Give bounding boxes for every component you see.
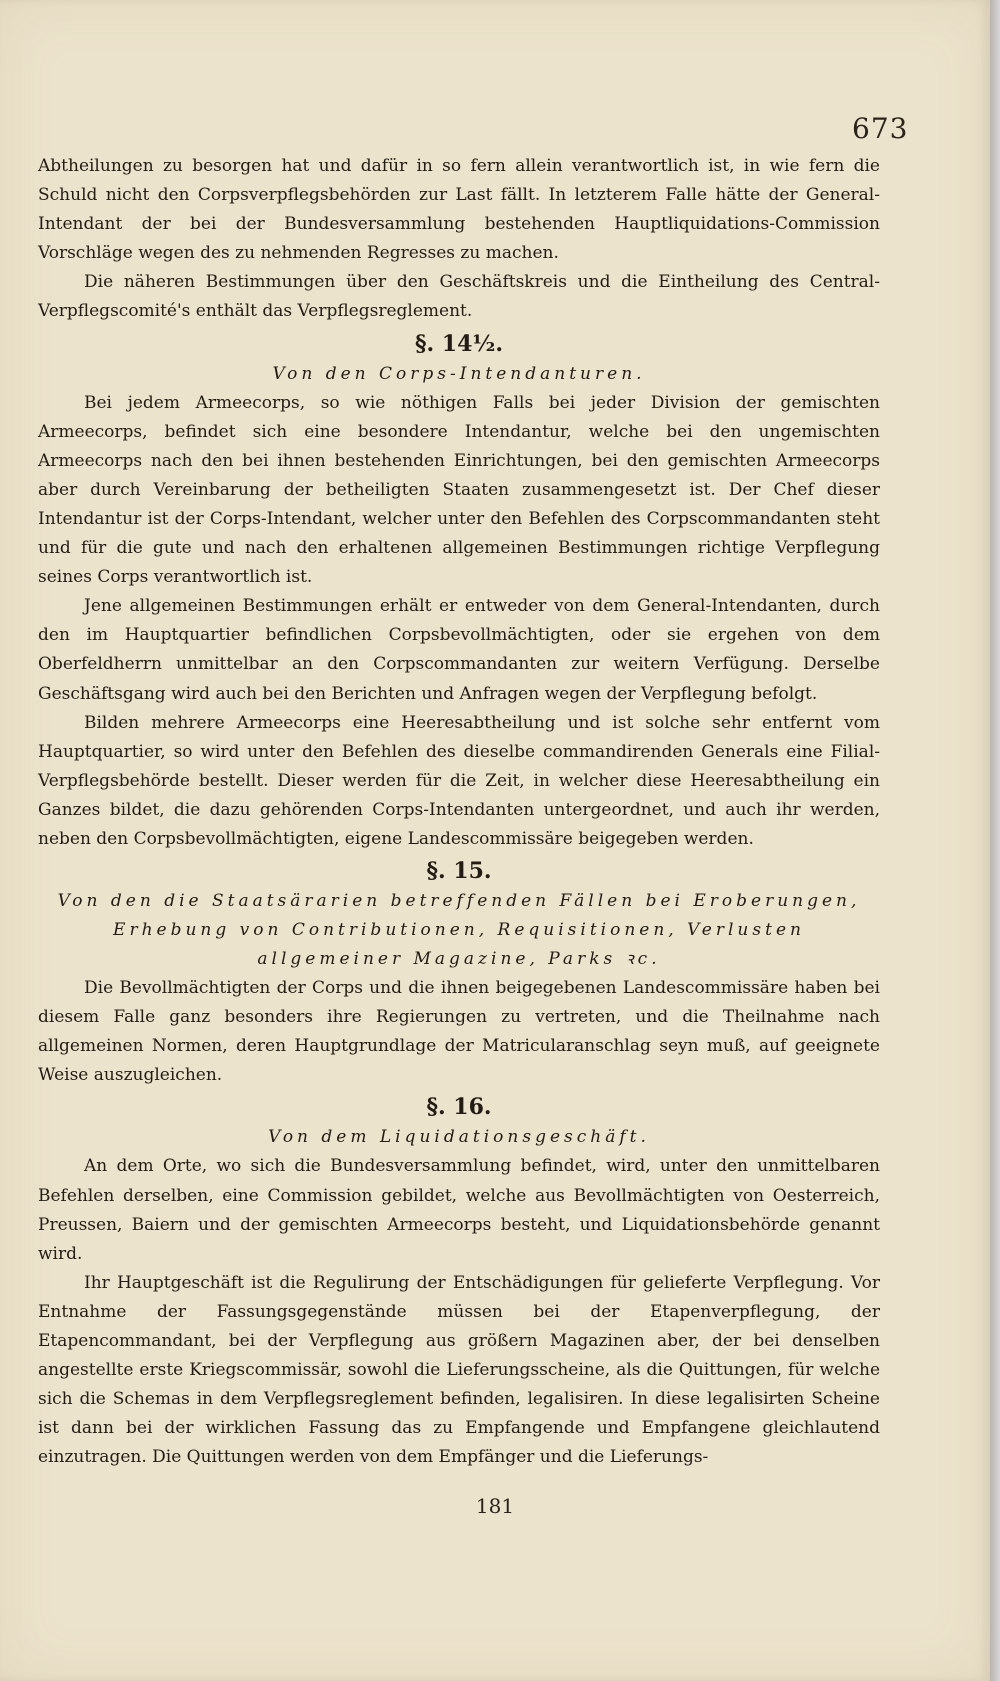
section-number: §. 14½. xyxy=(414,330,504,357)
paragraph: Bilden mehrere Armeecorps eine Heeresabtheilung und ist solche sehr entfernt vom Hauptquartier, so wird unter den Befehlen des dieselbe commandirenden Generals eine Filial-Verpflegsbehörde bestellt. Dieser werden für die Zeit, in welcher diese Heeresabtheilung ein Ganzes bildet, die dazu gehörenden Corps-Intendanten untergeordnet, und auch ihr werden, neben den Corpsbevollmächtigten, eigene Landescommissäre beigegeben werden. xyxy=(38,712,880,849)
page-edge xyxy=(990,0,1000,1681)
section-heading: Von den Corps-Intendanturen. xyxy=(272,363,646,384)
section-number: §. 16. xyxy=(426,1094,492,1121)
paragraph: Jene allgemeinen Bestimmungen erhält er entweder von dem General-Intendanten, durch den im Hauptquartier befindlichen Corpsbevollmächtigten, oder sie ergehen von dem Oberfeldherrn unmittelbar an den Corpscommandanten zur weitern Verfügung. Derselbe Geschäftsgang wird auch bei den Berichten und Anfragen wegen der Verpflegung befolgt. xyxy=(38,596,880,704)
section-number: §. 15. xyxy=(426,858,492,885)
page-body xyxy=(38,152,880,1472)
page-number-top: 673 xyxy=(852,112,909,145)
page-number-bottom: 181 xyxy=(475,1494,515,1518)
paragraph: Abtheilungen zu besorgen hat und dafür in so fern allein verantwortlich ist, in wie fern die Schuld nicht den Corpsverpflegsbehörden zur Last fällt. In letzterem Falle hätte der General-Intendant der bei der Bundesversammlung bestehenden Hauptliquidations-Commission Vorschläge wegen des zu nehmenden Regresses zu machen. xyxy=(38,156,880,264)
paragraph: Bei jedem Armeecorps, so wie nöthigen Falls bei jeder Division der gemischten Armeecorps, befindet sich eine besondere Intendantur, welche bei den ungemischten Armeecorps nach den bei ihnen bestehenden Einrichtungen, bei den gemischten Armeecorps aber durch Vereinbarung der betheiligten Staaten zusammengesetzt ist. Der Chef dieser Intendantur ist der Corps-Intendant, welcher unter den Befehlen des Corpscommandanten steht und für die gute und nach den erhaltenen allgemeinen Bestimmungen richtige Verpflegung seines Corps verantwortlich ist. xyxy=(38,392,880,588)
paragraph: An dem Orte, wo sich die Bundesversammlung befindet, wird, unter den unmittelbaren Befehlen derselben, eine Commission gebildet, welche aus Bevollmächtigten von Oesterreich, Preussen, Baiern und der gemischten Armeecorps besteht, und Liquidationsbehörde genannt wird. xyxy=(38,1156,880,1264)
section-heading: Von dem Liquidationsgeschäft. xyxy=(268,1127,650,1148)
paragraph: Ihr Hauptgeschäft ist die Regulirung der Entschädigungen für gelieferte Verpflegung. Vor Entnahme der Fassungsgegenstände müssen bei der Etapenverpflegung, der Etapencommandant, bei der Verpflegung aus größern Magazinen aber, der bei denselben angestellte erste Kriegscommissär, sowohl die Lieferungsscheine, als die Quittungen, für welche sich die Schemas in dem Verpflegsreglement befinden, legalisiren. In diese legalisirten Scheine ist dann bei der wirklichen Fassung das zu Empfangende und Empfangene gleichlautend einzutragen. Die Quittungen werden von dem Empfänger und die Lieferungs- xyxy=(38,1272,880,1468)
section-heading: Von den die Staatsärarien betreffenden Fällen bei Eroberungen, Erhebung von Contributionen, Requisitionen, Verlusten allgemeiner Magazine, Parks ꝛc. xyxy=(57,891,861,970)
paragraph: Die näheren Bestimmungen über den Geschäftskreis und die Eintheilung des Central-Verpflegscomité's enthält das Verpflegsreglement. xyxy=(38,272,880,322)
paragraph: Die Bevollmächtigten der Corps und die ihnen beigegebenen Landescommissäre haben bei diesem Falle ganz besonders ihre Regierungen zu vertreten, und die Theilnahme nach allgemeinen Normen, deren Hauptgrundlage der Matricularanschlag seyn muß, auf geeignete Weise auszugleichen. xyxy=(38,978,880,1086)
